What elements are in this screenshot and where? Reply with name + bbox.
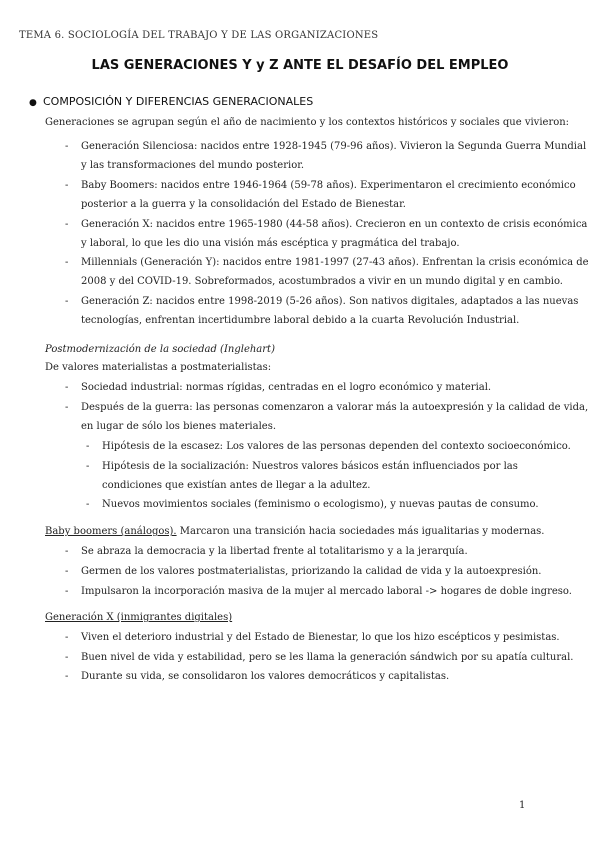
list-dash: - bbox=[65, 566, 69, 577]
list-dash: - bbox=[65, 402, 69, 413]
postmod-heading: Postmodernización de la sociedad (Inglehart) bbox=[45, 344, 275, 355]
section-heading bbox=[29, 95, 313, 108]
list-item-line: Generación X: nacidos entre 1965-1980 (44-58 años). Crecieron en un contexto de crisis económica bbox=[81, 219, 588, 230]
list-dash: - bbox=[65, 632, 69, 643]
list-item-line: Generación Z: nacidos entre 1998-2019 (5-26 años). Son nativos digitales, adaptados a las nuevas bbox=[81, 296, 579, 307]
list-item-line: Baby Boomers: nacidos entre 1946-1964 (59-78 años). Experimentaron el crecimiento económico bbox=[81, 180, 576, 191]
list-item-line: tecnologías, enfrentan incertidumbre laboral debido a la cuarta Revolución Industrial. bbox=[81, 315, 520, 326]
list-dash: - bbox=[65, 141, 69, 152]
list-item-line: Sociedad industrial: normas rígidas, centradas en el logro económico y material. bbox=[81, 382, 492, 393]
sublist-dash: - bbox=[86, 461, 90, 472]
sublist-dash: - bbox=[86, 441, 90, 452]
list-item-line: Durante su vida, se consolidaron los valores democráticos y capitalistas. bbox=[81, 671, 450, 682]
list-dash: - bbox=[65, 219, 69, 230]
page-header: TEMA 6. SOCIOLOGÍA DEL TRABAJO Y DE LAS ORGANIZACIONES bbox=[19, 30, 379, 41]
list-item-line: Germen de los valores postmaterialistas, priorizando la calidad de vida y la autoexpresión. bbox=[81, 566, 542, 577]
genx-heading: Generación X (inmigrantes digitales) bbox=[45, 612, 233, 623]
section-heading-text: COMPOSICIÓN Y DIFERENCIAS GENERACIONALES bbox=[43, 95, 314, 108]
list-dash: - bbox=[65, 652, 69, 663]
list-item-line: Impulsaron la incorporación masiva de la mujer al mercado laboral -> hogares de doble ingreso. bbox=[81, 586, 572, 597]
page-number: 1 bbox=[519, 800, 526, 811]
boomers-heading-rest: Marcaron una transición hacia sociedades más igualitarias y modernas. bbox=[176, 526, 545, 537]
page-title: LAS GENERACIONES Y y Z ANTE EL DESAFÍO DEL EMPLEO bbox=[91, 58, 509, 73]
sublist-item-line: Hipótesis de la escasez: Los valores de las personas dependen del contexto socioeconómico. bbox=[102, 441, 571, 452]
list-item-line: Se abraza la democracia y la libertad frente al totalitarismo y a la jerarquía. bbox=[81, 546, 468, 557]
list-dash: - bbox=[65, 180, 69, 191]
boomers-heading bbox=[45, 522, 544, 542]
list-dash: - bbox=[65, 586, 69, 597]
list-item-line: Después de la guerra: las personas comenzaron a valorar más la autoexpresión y la calidad de vida, bbox=[81, 402, 589, 413]
list-dash: - bbox=[65, 546, 69, 557]
list-item-line: en lugar de sólo los bienes materiales. bbox=[81, 421, 277, 432]
list-item-line: y laboral, lo que les dio una visión más escéptica y pragmática del trabajo. bbox=[81, 238, 460, 249]
list-item-line: Buen nivel de vida y estabilidad, pero se les llama la generación sándwich por su apatía cultural. bbox=[81, 652, 574, 663]
list-item-line: 2008 y del COVID-19. Sobreformados, acostumbrados a vivir en un mundo digital y en cambio. bbox=[81, 276, 563, 287]
sublist-dash: - bbox=[86, 499, 90, 510]
sublist-item-line: Nuevos movimientos sociales (feminismo o ecologismo), y nuevas pautas de consumo. bbox=[102, 499, 539, 510]
list-dash: - bbox=[65, 296, 69, 307]
list-item-line: Generación Silenciosa: nacidos entre 1928-1945 (79-96 años). Vivieron la Segunda Guerra Mundial bbox=[81, 141, 587, 152]
list-item-line: Viven el deterioro industrial y del Estado de Bienestar, lo que los hizo escépticos y pesimistas. bbox=[81, 632, 560, 643]
postmod-intro: De valores materialistas a postmaterialistas: bbox=[45, 362, 272, 373]
boomers-heading-underlined: Baby boomers (análogos). bbox=[45, 526, 177, 537]
sublist-item-line: condiciones que existían antes de llegar a la adultez. bbox=[102, 480, 371, 491]
sublist-item-line: Hipótesis de la socialización: Nuestros valores básicos están influenciados por las bbox=[102, 461, 518, 472]
list-item-line: Millennials (Generación Y): nacidos entre 1981-1997 (27-43 años). Enfrentan la crisis económica de bbox=[81, 257, 589, 268]
list-item-line: posterior a la guerra y la consolidación del Estado de Bienestar. bbox=[81, 199, 406, 210]
list-dash: - bbox=[65, 257, 69, 268]
list-item-line: y las transformaciones del mundo posterior. bbox=[81, 160, 305, 171]
list-dash: - bbox=[65, 671, 69, 682]
list-dash: - bbox=[65, 382, 69, 393]
intro-paragraph: Generaciones se agrupan según el año de nacimiento y los contextos históricos y sociales que vivieron: bbox=[45, 117, 570, 128]
bullet-icon: ● bbox=[29, 98, 37, 108]
